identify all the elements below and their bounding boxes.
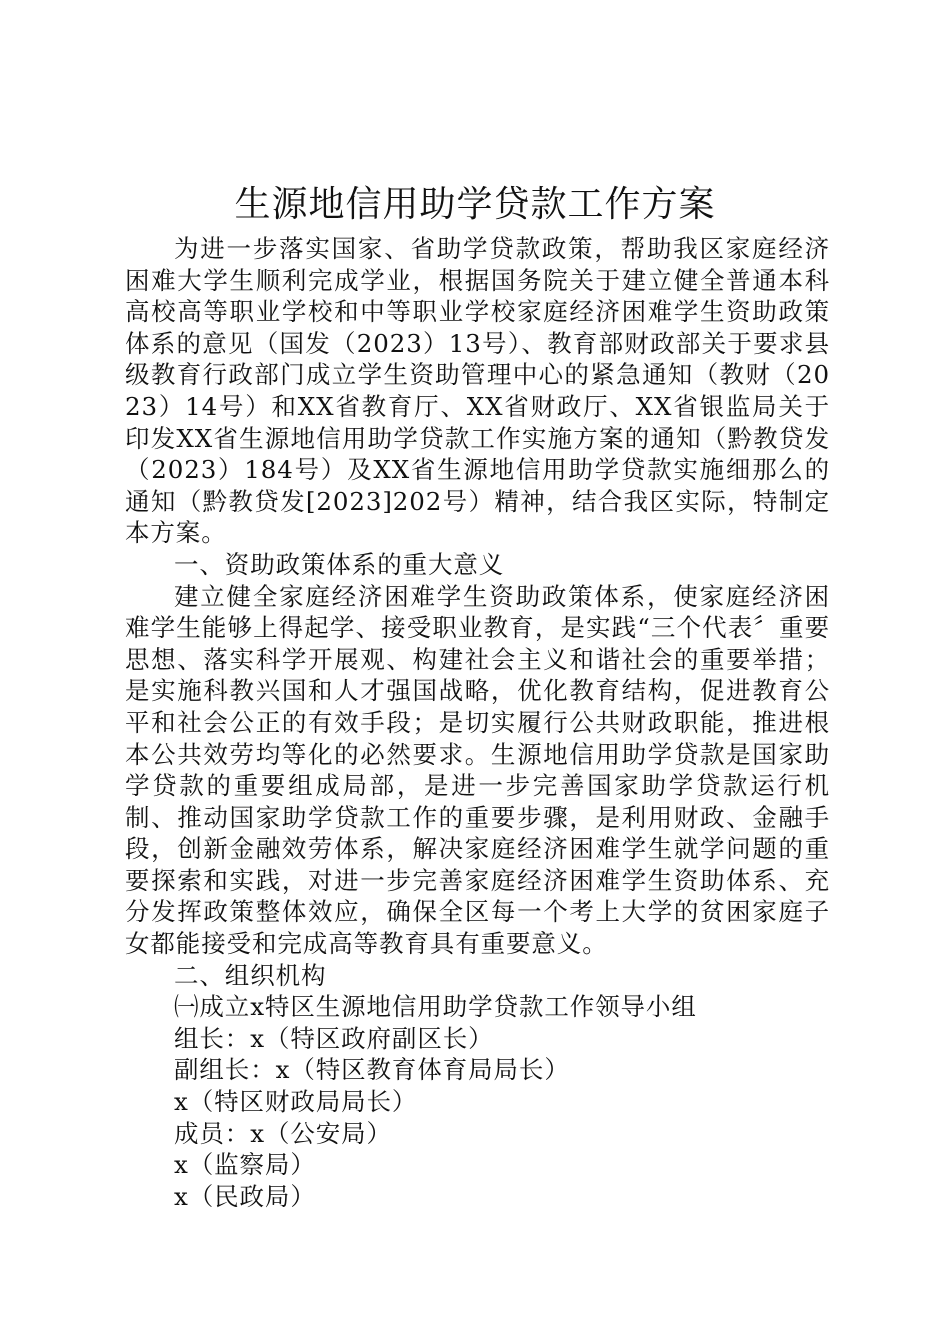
document-title: 生源地信用助学贷款工作方案	[234, 184, 716, 225]
document-body	[125, 233, 830, 1212]
section-2-heading: 二、组织机构	[174, 960, 327, 990]
member-line: 成员：x（公安局）	[174, 1118, 392, 1148]
member-line: 组长：x（特区政府副区长）	[174, 1023, 494, 1053]
member-line: x（特区财政局局长）	[174, 1087, 418, 1117]
subsection-1-heading: ㈠成立x特区生源地信用助学贷款工作领导小组	[174, 992, 697, 1022]
intro-paragraph: 为进一步落实国家、省助学贷款政策，帮助我区家庭经济困难大学生顺利完成学业，根据国务院关于建立健全普通本科高校高等职业学校和中等职业学校家庭经济困难学生资助政策体系的意见（国发（2023）13号）、教育部财政部关于要求县级教育行政部门成立学生资助管理中心的紧急通知（教财（2023）14号）和XX省教育厅、XX省财政厅、XX省银监局关于印发XX省生源地信用助学贷款工作实施方案的通知（黔教贷发（2023）184号）及XX省生源地信用助学贷款实施细那么的通知（黔教贷发[2023]202号）精神，结合我区实际，特制定本方案。	[125, 234, 830, 548]
member-line: x（监察局）	[174, 1150, 316, 1180]
member-line: 副组长：x（特区教育体育局局长）	[174, 1055, 570, 1085]
member-line: x（民政局）	[174, 1181, 316, 1211]
section-1-paragraph: 建立健全家庭经济困难学生资助政策体系，使家庭经济困难学生能够上得起学、接受职业教育，是实践“三个代表〞重要思想、落实科学开展观、构建社会主义和谐社会的重要举措；是实施科教兴国和人才强国战略，优化教育结构，促进教育公平和社会公正的有效手段；是切实履行公共财政职能，推进根本公共效劳均等化的必然要求。生源地信用助学贷款是国家助学贷款的重要组成局部，是进一步完善国家助学贷款运行机制、推动国家助学贷款工作的重要步骤，是利用财政、金融手段，创新金融效劳体系，解决家庭经济困难学生就学问题的重要探索和实践，对进一步完善家庭经济困难学生资助体系、充分发挥政策整体效应，确保全区每一个考上大学的贫困家庭子女都能接受和完成高等教育具有重要意义。	[125, 581, 830, 959]
section-1-heading: 一、资助政策体系的重大意义	[174, 549, 505, 579]
